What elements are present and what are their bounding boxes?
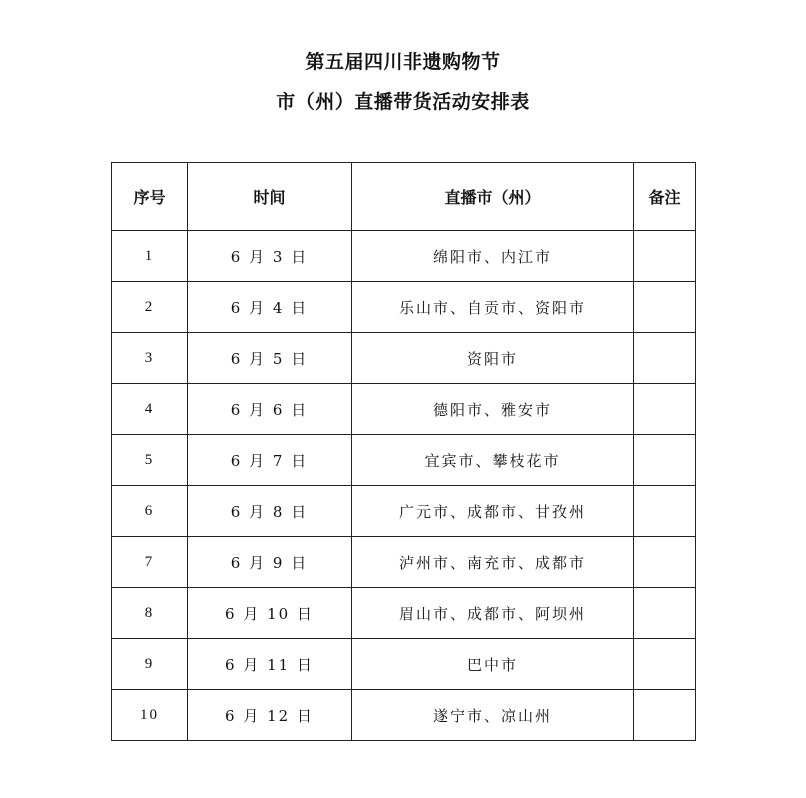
- cell-no: 4: [112, 384, 188, 435]
- table-row: [112, 435, 696, 486]
- cell-date: 6 月 7 日: [188, 435, 352, 486]
- header-no: 序号: [112, 163, 188, 231]
- table-row: [112, 537, 696, 588]
- cell-no: 8: [112, 588, 188, 639]
- cell-no: 9: [112, 639, 188, 690]
- cell-cities: 德阳市、雅安市: [352, 384, 634, 435]
- document-subtitle: 市（州）直播带货活动安排表: [276, 91, 530, 113]
- cell-remarks: [634, 537, 696, 588]
- table-header-row: [112, 163, 696, 231]
- cell-remarks: [634, 588, 696, 639]
- cell-no: 7: [112, 537, 188, 588]
- cell-date: 6 月 4 日: [188, 282, 352, 333]
- table-row: [112, 588, 696, 639]
- cell-no: 3: [112, 333, 188, 384]
- cell-date: 6 月 12 日: [188, 690, 352, 741]
- table-row: [112, 333, 696, 384]
- table-row: [112, 690, 696, 741]
- cell-cities: 乐山市、自贡市、资阳市: [352, 282, 634, 333]
- table-row: [112, 282, 696, 333]
- cell-date: 6 月 3 日: [188, 231, 352, 282]
- cell-cities: 巴中市: [352, 639, 634, 690]
- cell-no: 2: [112, 282, 188, 333]
- cell-remarks: [634, 333, 696, 384]
- schedule-table: [111, 162, 696, 741]
- cell-no: 5: [112, 435, 188, 486]
- document-title: 第五届四川非遗购物节: [305, 51, 501, 73]
- cell-remarks: [634, 282, 696, 333]
- cell-remarks: [634, 231, 696, 282]
- cell-cities: 绵阳市、内江市: [352, 231, 634, 282]
- cell-no: 1: [112, 231, 188, 282]
- cell-remarks: [634, 435, 696, 486]
- table-row: [112, 384, 696, 435]
- table-row: [112, 639, 696, 690]
- cell-cities: 遂宁市、凉山州: [352, 690, 634, 741]
- cell-remarks: [634, 690, 696, 741]
- cell-date: 6 月 8 日: [188, 486, 352, 537]
- cell-date: 6 月 10 日: [188, 588, 352, 639]
- table-row: [112, 486, 696, 537]
- header-remarks: 备注: [634, 163, 696, 231]
- cell-date: 6 月 5 日: [188, 333, 352, 384]
- cell-date: 6 月 6 日: [188, 384, 352, 435]
- header-cities: 直播市（州）: [352, 163, 634, 231]
- table-row: [112, 231, 696, 282]
- cell-no: 6: [112, 486, 188, 537]
- cell-remarks: [634, 384, 696, 435]
- cell-remarks: [634, 639, 696, 690]
- cell-remarks: [634, 486, 696, 537]
- cell-date: 6 月 9 日: [188, 537, 352, 588]
- cell-cities: 广元市、成都市、甘孜州: [352, 486, 634, 537]
- cell-cities: 泸州市、南充市、成都市: [352, 537, 634, 588]
- header-date: 时间: [188, 163, 352, 231]
- cell-cities: 宜宾市、攀枝花市: [352, 435, 634, 486]
- cell-no: 10: [112, 690, 188, 741]
- cell-cities: 眉山市、成都市、阿坝州: [352, 588, 634, 639]
- cell-cities: 资阳市: [352, 333, 634, 384]
- cell-date: 6 月 11 日: [188, 639, 352, 690]
